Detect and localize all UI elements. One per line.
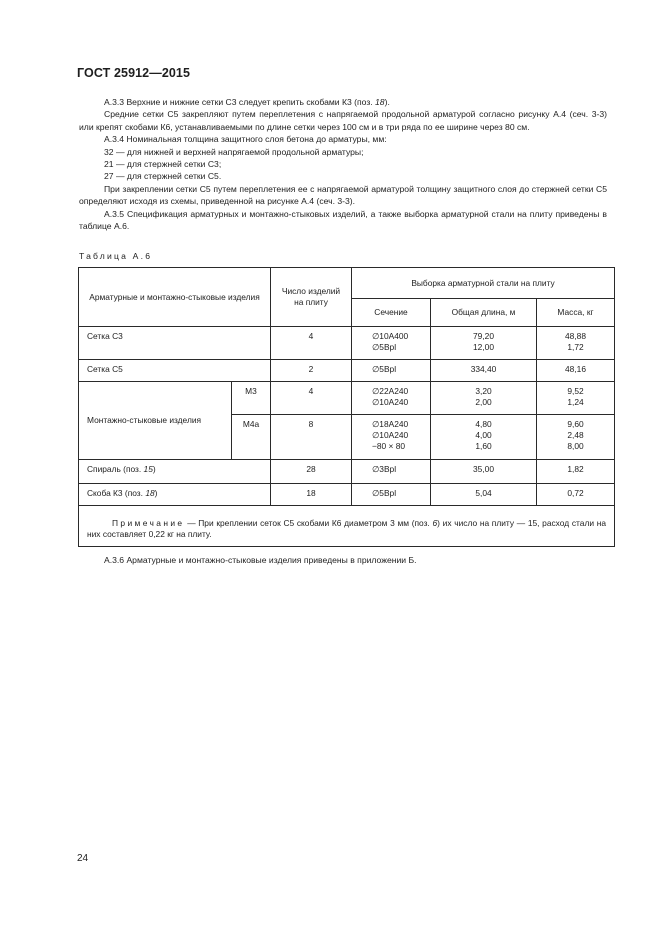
specification-table [78, 267, 615, 547]
row-length: 35,00 [431, 460, 537, 484]
row-count: 4 [271, 327, 352, 360]
row-mass: 48,16 [537, 360, 615, 382]
list-item-27: 27 — для стержней сетки С5. [104, 171, 222, 182]
pos-ref: 6 [432, 518, 438, 528]
row-mass: 0,72 [537, 484, 615, 506]
row-count: 18 [271, 484, 352, 506]
row-length: 5,04 [431, 484, 537, 506]
row-name [79, 484, 271, 506]
header-count: Число изделий на плиту [271, 268, 352, 327]
row-section: ∅5Bpl [352, 484, 431, 506]
row-name [79, 460, 271, 484]
header-section: Сечение [352, 299, 431, 327]
row-name: Монтажно-стыковые изделия [79, 382, 232, 460]
paragraph-a33-end: ). [384, 97, 390, 107]
paragraph-a36: А.3.6 Арматурные и монтажно-стыковые изделия приведены в приложении Б. [104, 555, 417, 565]
pos-ref: 18 [145, 488, 155, 498]
paragraph-a33-text: А.3.3 Верхние и нижние сетки С3 следует крепить скобами К3 (поз. [104, 97, 376, 107]
pos-ref: 18 [375, 97, 385, 107]
note-text-end: ) их число на плиту — 15, расход стали на них составляет 0,22 кг на плиту. [87, 518, 606, 539]
note-text: — При креплении сеток С5 скобами К6 диаметром 3 мм (поз. [184, 518, 433, 528]
row-subitem: М4а [232, 415, 271, 460]
row-subitem: М3 [232, 382, 271, 415]
row-mass: 9,52 1,24 [537, 382, 615, 415]
note-label: Примечание [112, 518, 185, 528]
table-title: Таблица А.6 [79, 251, 153, 261]
paragraph-a33 [79, 96, 607, 108]
pos-ref: 15 [143, 464, 153, 474]
document-header: ГОСТ 25912—2015 [77, 66, 191, 80]
paragraph-c5-fixing: Средние сетки С5 закрепляют путем переплетения с напрягаемой продольной арматурой согласно рисунку А.4 (сеч. 3-3) или крепят скобами К6, устанавливаемыми по длине сетки через 100 см и в три ряда по ее ширине через 80 см. [79, 109, 607, 132]
row-section: ∅18А240 ∅10А240 −80 × 80 [352, 415, 431, 460]
row-count: 4 [271, 382, 352, 415]
table-row [79, 484, 615, 506]
page-number: 24 [77, 853, 89, 864]
row-name-end: ) [154, 488, 158, 498]
row-count: 8 [271, 415, 352, 460]
row-count: 28 [271, 460, 352, 484]
paragraph-a34: А.3.4 Номинальная толщина защитного слоя бетона до арматуры, мм: [104, 134, 387, 145]
row-mass: 1,82 [537, 460, 615, 484]
header-items: Арматурные и монтажно-стыковые изделия [79, 268, 271, 327]
paragraph-c5-interlace: При закреплении сетки С5 путем переплетения ее с напрягаемой арматурой толщину защитного слоя до стержней сетки С5 определяют исходя из схемы, приведенной на рисунке А.4 (сеч. 3-3). [79, 183, 607, 207]
row-section: ∅3Bpl [352, 460, 431, 484]
row-section: ∅5Bpl [352, 360, 431, 382]
list-item-21: 21 — для стержней сетки С3; [104, 159, 222, 170]
row-name-text: Спираль (поз. [87, 464, 144, 474]
body-text [79, 96, 607, 232]
table-row [79, 460, 615, 484]
header-length: Общая длина, м [431, 299, 537, 327]
row-length: 79,20 12,00 [431, 327, 537, 360]
table-row [79, 327, 615, 360]
table-row [79, 382, 615, 415]
table-row [79, 360, 615, 382]
row-mass: 9,60 2,48 8,00 [537, 415, 615, 460]
row-name: Сетка С3 [79, 327, 271, 360]
header-mass: Масса, кг [537, 299, 615, 327]
row-length: 334,40 [431, 360, 537, 382]
row-count: 2 [271, 360, 352, 382]
row-section: ∅10А400 ∅5Bpl [352, 327, 431, 360]
header-selection: Выборка арматурной стали на плиту [352, 268, 615, 299]
row-name: Сетка С5 [79, 360, 271, 382]
table-note [79, 506, 615, 547]
row-section: ∅22А240 ∅10А240 [352, 382, 431, 415]
table-header-row [79, 268, 615, 299]
table-note-row [79, 506, 615, 547]
list-item-32: 32 — для нижней и верхней напрягаемой продольной арматуры; [104, 146, 364, 157]
row-mass: 48,88 1,72 [537, 327, 615, 360]
row-length: 4,80 4,00 1,60 [431, 415, 537, 460]
row-name-end: ) [152, 464, 156, 474]
row-name-text: Скоба К3 (поз. [87, 488, 146, 498]
paragraph-a35: А.3.5 Спецификация арматурных и монтажно-стыковых изделий, а также выборка арматурной стали на плиту приведены в таблице А.6. [79, 208, 607, 232]
row-length: 3,20 2,00 [431, 382, 537, 415]
